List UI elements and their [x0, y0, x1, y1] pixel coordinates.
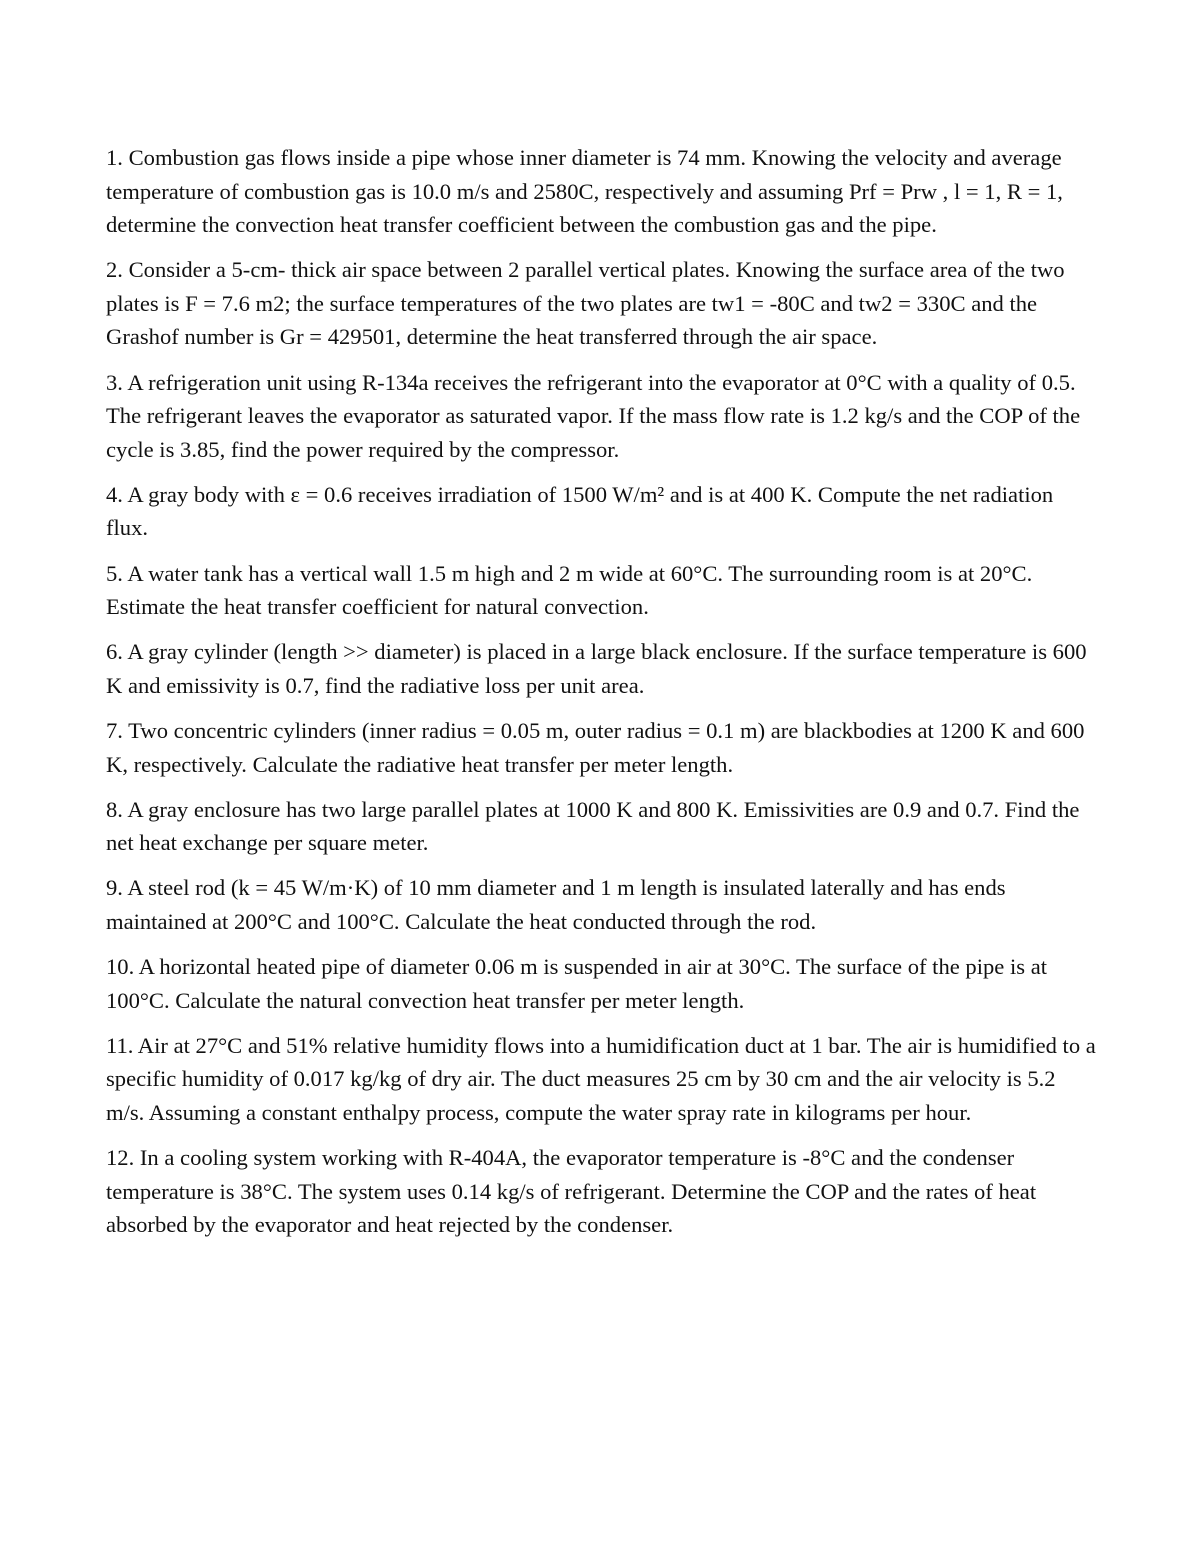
problem-1: 1. Combustion gas flows inside a pipe whose inner diameter is 74 mm. Knowing the velocity and average temperature of combustion gas is 10.0 m/s and 2580C, respectively and assuming Prf = Prw , l = 1, R = 1, determine the convection heat transfer coefficient between the combustion gas and the pipe. [106, 145, 1063, 238]
problem-list [106, 141, 1096, 1253]
problem-5: 5. A water tank has a vertical wall 1.5 m high and 2 m wide at 60°C. The surrounding room is at 20°C. Estimate the heat transfer coefficient for natural convection. [106, 560, 1033, 620]
problem-3: 3. A refrigeration unit using R-134a receives the refrigerant into the evaporator at 0°C with a quality of 0.5. The refrigerant leaves the evaporator as saturated vapor. If the mass flow rate is 1.2 kg/s and the COP of the cycle is 3.85, find the power required by the compressor. [106, 369, 1081, 462]
problem-4: 4. A gray body with ε = 0.6 receives irradiation of 1500 W/m² and is at 400 K. Compute the net radiation flux. [106, 481, 1054, 541]
problem-6: 6. A gray cylinder (length >> diameter) is placed in a large black enclosure. If the surface temperature is 600 K and emissivity is 0.7, find the radiative loss per unit area. [106, 639, 1087, 698]
problem-12: 12. In a cooling system working with R-404A, the evaporator temperature is -8°C and the condenser temperature is 38°C. The system uses 0.14 kg/s of refrigerant. Determine the COP and the rates of heat absorbed by the evaporator and heat rejected by the condenser. [106, 1144, 1037, 1238]
problem-2: 2. Consider a 5-cm- thick air space between 2 parallel vertical plates. Knowing the surface area of the two plates is F = 7.6 m2; the surface temperatures of the two plates are tw1 = -80C and tw2 = 330C and the Grashof number is Gr = 429501, determine the heat transferred through the air space. [106, 257, 1065, 350]
problem-7: 7. Two concentric cylinders (inner radius = 0.05 m, outer radius = 0.1 m) are blackbodies at 1200 K and 600 K, respectively. Calculate the radiative heat transfer per meter length. [106, 717, 1085, 777]
problem-8: 8. A gray enclosure has two large parallel plates at 1000 K and 800 K. Emissivities are 0.9 and 0.7. Find the net heat exchange per square meter. [106, 796, 1080, 856]
problem-9: 9. A steel rod (k = 45 W/m·K) of 10 mm diameter and 1 m length is insulated laterally and has ends maintained at 200°C and 100°C. Calculate the heat conducted through the rod. [106, 875, 1006, 934]
problem-11: 11. Air at 27°C and 51% relative humidity flows into a humidification duct at 1 bar. The air is humidified to a specific humidity of 0.017 kg/kg of dry air. The duct measures 25 cm by 30 cm and the air velocity is 5.2 m/s. Assuming a constant enthalpy process, compute the water spray rate in kilograms per hour. [106, 1032, 1096, 1125]
problem-10: 10. A horizontal heated pipe of diameter 0.06 m is suspended in air at 30°C. The surface of the pipe is at 100°C. Calculate the natural convection heat transfer per meter length. [106, 953, 1047, 1013]
